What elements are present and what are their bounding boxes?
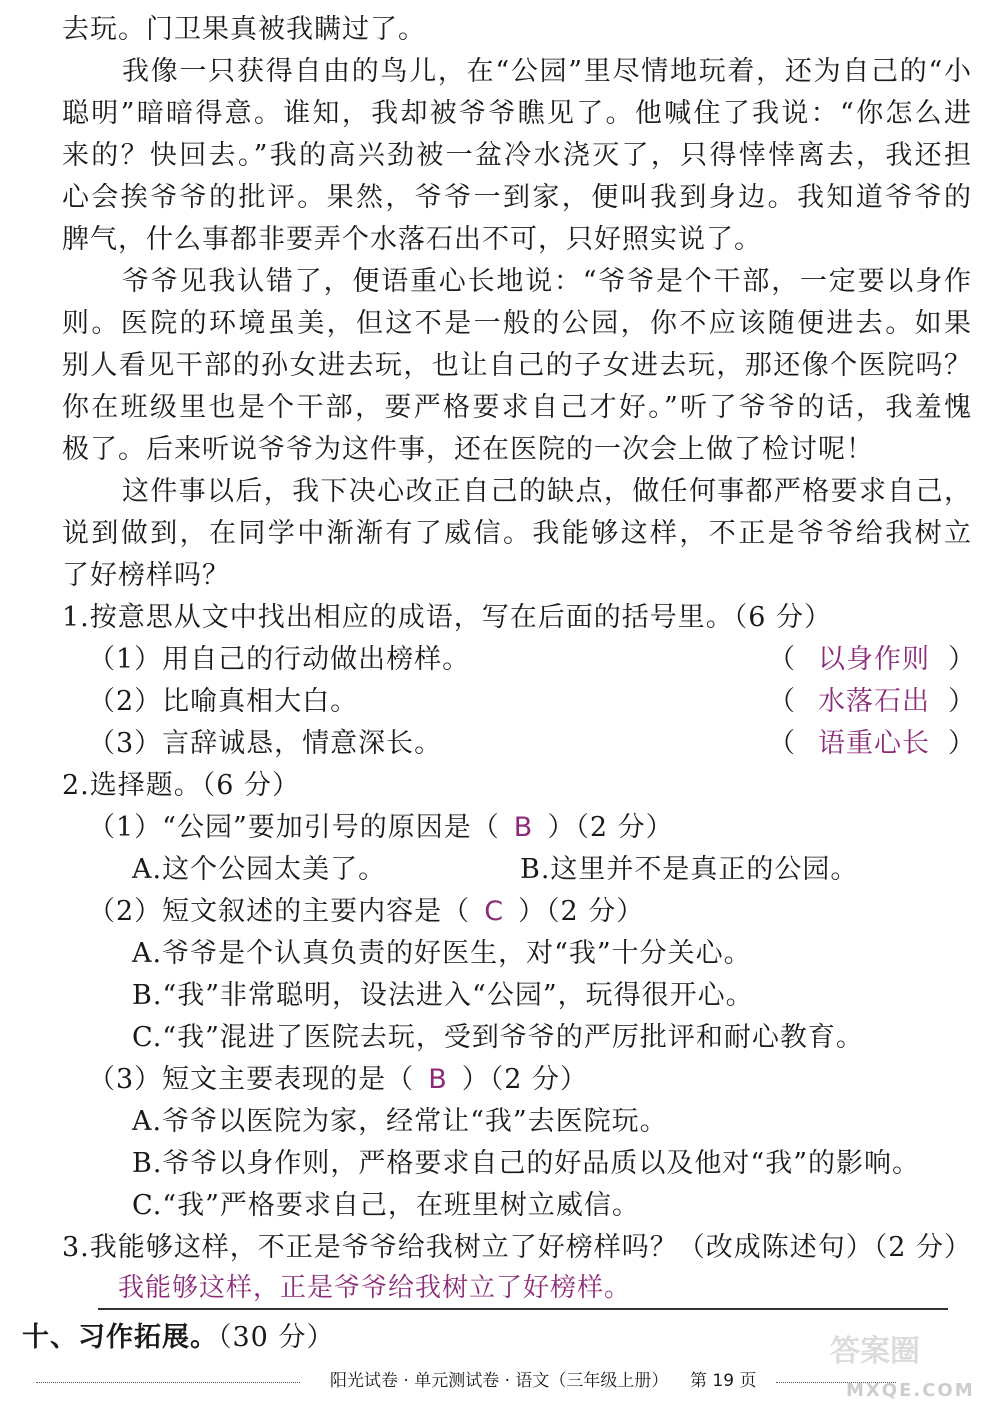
passage-line: 了好榜样吗？ bbox=[62, 560, 230, 591]
open-paren: （ bbox=[768, 686, 795, 717]
passage-line: 则。医院的环境虽美，但这不是一般的公园，你不应该随便进去。如果 bbox=[62, 308, 972, 339]
footer-title: 阳光试卷 · 单元测试卷 · 语文（三年级上册） bbox=[330, 1371, 669, 1391]
answer-line bbox=[98, 1308, 948, 1310]
q2-sub1-answer: B bbox=[513, 812, 534, 843]
watermark-url: MXQE.COM bbox=[846, 1380, 975, 1401]
q2-sub2-answer: C bbox=[484, 896, 505, 927]
passage-line: 说到做到，在同学中渐渐有了威信。我能够这样，不正是爷爷给我树立 bbox=[62, 518, 972, 549]
passage-line: 极了。后来听说爷爷为这件事，还在医院的一次会上做了检讨呢！ bbox=[62, 434, 874, 465]
q2-sub2-option-c: C.“我”混进了医院去玩，受到爷爷的严厉批评和耐心教育。 bbox=[132, 1022, 864, 1053]
q2-sub2-pre: （2）短文叙述的主要内容是（ bbox=[88, 896, 471, 927]
q2-sub3-pre: （3）短文主要表现的是（ bbox=[88, 1064, 415, 1095]
q2-sub3-post: ）（2 分） bbox=[461, 1064, 588, 1095]
passage-line: 脾气，什么事都非要弄个水落石出不可，只好照实说了。 bbox=[62, 224, 762, 255]
q2-sub1-pre: （1）“公园”要加引号的原因是（ bbox=[88, 812, 500, 843]
passage-line: 心会挨爷爷的批评。果然，爷爷一到家，便叫我到身边。我知道爷爷的 bbox=[62, 182, 972, 213]
q2-sub2-post: ）（2 分） bbox=[518, 896, 645, 927]
footer-page-number: 第 19 页 bbox=[690, 1371, 757, 1391]
q1-item-3: （3）言辞诚恳，情意深长。 bbox=[88, 728, 443, 759]
q1-item-2: （2）比喻真相大白。 bbox=[88, 686, 359, 717]
section-10-heading bbox=[22, 1320, 334, 1356]
q2-sub3 bbox=[88, 1062, 588, 1098]
close-paren: ） bbox=[948, 644, 975, 675]
q1-item-1: （1）用自己的行动做出榜样。 bbox=[88, 644, 471, 675]
passage-line: 这件事以后，我下决心改正自己的缺点，做任何事都严格要求自己， bbox=[122, 476, 972, 507]
passage-line: 我像一只获得自由的鸟儿，在“公园”里尽情地玩着，还为自己的“小 bbox=[122, 56, 972, 87]
passage-line: 来的？快回去。”我的高兴劲被一盆冷水浇灭了，只得悻悻离去，我还担 bbox=[62, 140, 972, 171]
passage-line: 你在班级里也是个干部，要严格要求自己才好。”听了爷爷的话，我羞愧 bbox=[62, 392, 972, 423]
q2-sub2 bbox=[88, 894, 644, 930]
q2-sub3-option-c: C.“我”严格要求自己，在班里树立威信。 bbox=[132, 1190, 640, 1221]
open-paren: （ bbox=[768, 728, 795, 759]
q2-sub3-option-b: B.爷爷以身作则，严格要求自己的好品质以及他对“我”的影响。 bbox=[132, 1148, 921, 1179]
q2-sub3-option-a: A.爷爷以医院为家，经常让“我”去医院玩。 bbox=[132, 1106, 668, 1137]
q3-stem: 3.我能够这样，不正是爷爷给我树立了好榜样吗？（改成陈述句）（2 分） bbox=[62, 1232, 973, 1263]
q2-stem: 2.选择题。（6 分） bbox=[62, 770, 301, 801]
watermark-logo: 答案圈 bbox=[830, 1334, 920, 1369]
q2-sub1-option-a: A.这个公园太美了。 bbox=[132, 854, 387, 885]
q1-answer-1: 以身作则 bbox=[818, 644, 930, 675]
close-paren: ） bbox=[948, 728, 975, 759]
q2-sub1-option-b: B.这里并不是真正的公园。 bbox=[520, 854, 859, 885]
section-10-title: 十、习作拓展。 bbox=[22, 1322, 218, 1353]
passage-line: 爷爷见我认错了，便语重心长地说：“爷爷是个干部，一定要以身作 bbox=[122, 266, 972, 297]
q2-sub1 bbox=[88, 810, 674, 846]
q2-sub3-answer: B bbox=[428, 1064, 448, 1095]
q2-sub2-option-b: B.“我”非常聪明，设法进入“公园”，玩得很开心。 bbox=[132, 980, 754, 1011]
q2-sub2-option-a: A.爷爷是个认真负责的好医生，对“我”十分关心。 bbox=[132, 938, 752, 969]
section-10-score: （30 分） bbox=[218, 1322, 335, 1353]
q1-answer-2: 水落石出 bbox=[818, 686, 930, 717]
passage-line: 聪明”暗暗得意。谁知，我却被爷爷瞧见了。他喊住了我说：“你怎么进 bbox=[62, 98, 972, 129]
open-paren: （ bbox=[768, 644, 795, 675]
q3-answer: 我能够这样，正是爷爷给我树立了好榜样。 bbox=[118, 1273, 632, 1303]
q2-sub1-post: ）（2 分） bbox=[547, 812, 674, 843]
q1-answer-3: 语重心长 bbox=[818, 728, 930, 759]
passage-line: 去玩。门卫果真被我瞒过了。 bbox=[62, 14, 426, 45]
passage-line: 别人看见干部的孙女进去玩，也让自己的子女进去玩，那还像个医院吗？ bbox=[62, 350, 972, 381]
q1-stem: 1.按意思从文中找出相应的成语，写在后面的括号里。（6 分） bbox=[62, 602, 833, 633]
footer-rule-left bbox=[36, 1382, 300, 1383]
close-paren: ） bbox=[948, 686, 975, 717]
